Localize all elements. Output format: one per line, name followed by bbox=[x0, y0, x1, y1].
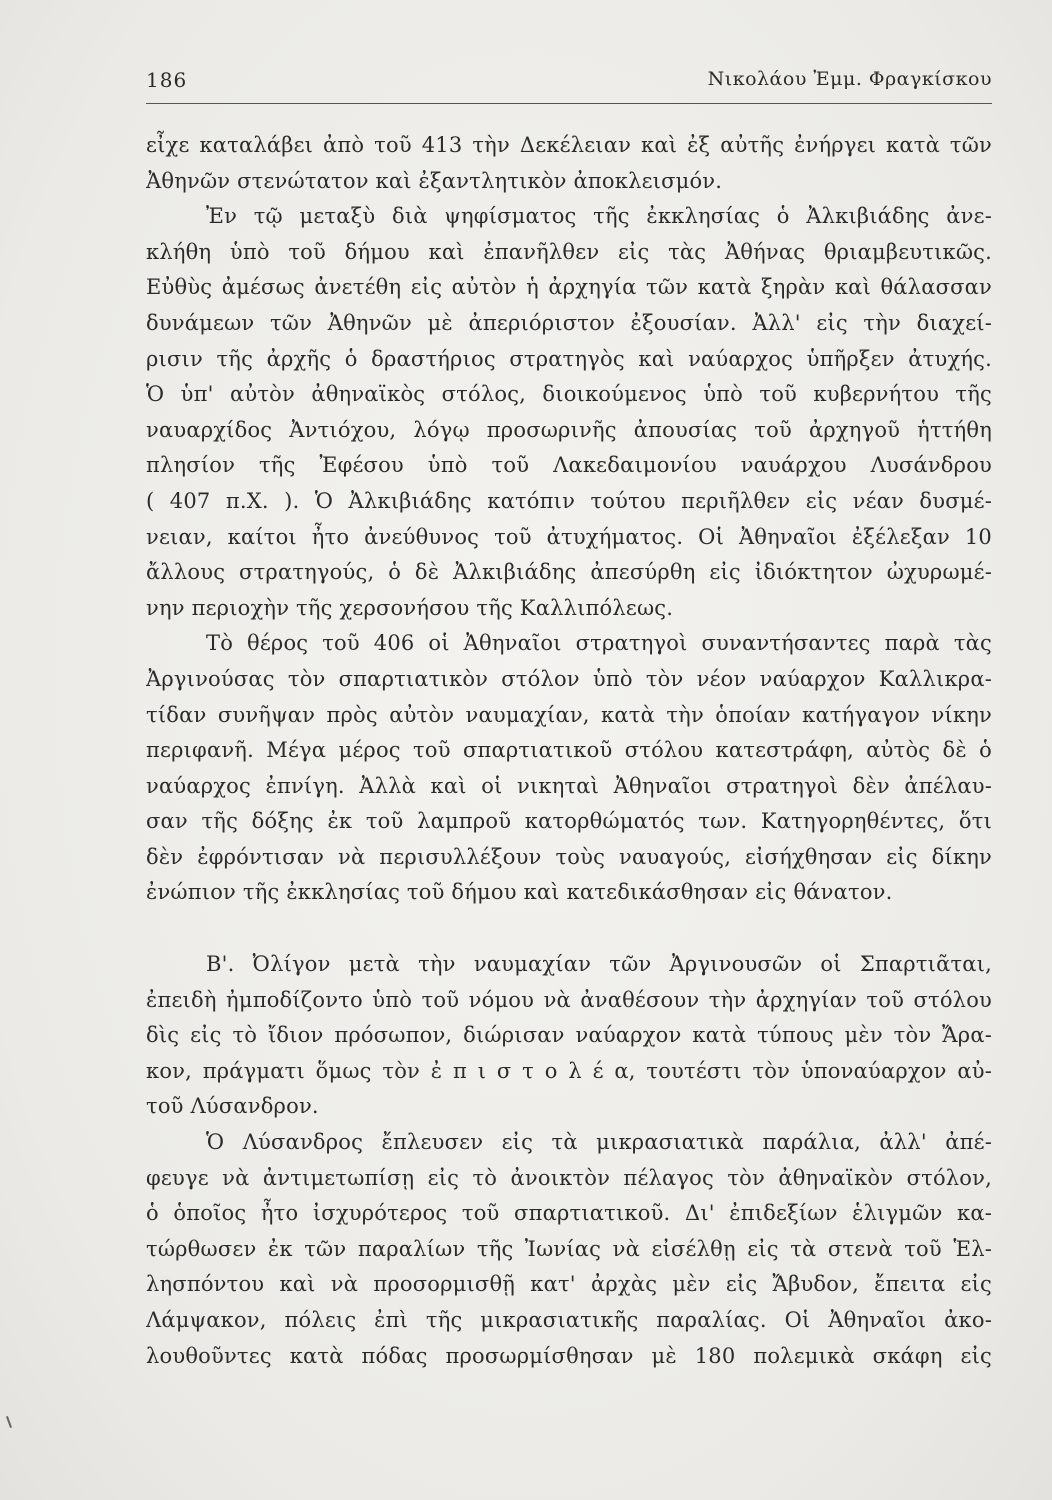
text-line: κλήθη ὑπὸ τοῦ δήμου καὶ ἐπανῆλθεν εἰς τὰς Ἀθήνας θριαμβευτικῶς. bbox=[146, 239, 992, 264]
text-line: ὁ ὁποῖος ἦτο ἰσχυρότερος τοῦ σπαρτιατικοῦ. Δι' ἐπιδεξίων ἑλιγμῶν κα- bbox=[146, 1201, 992, 1226]
text-line: ἐπειδὴ ἠμποδίζοντο ὑπὸ τοῦ νόμου νὰ ἀναθέσουν τὴν ἀρχηγίαν τοῦ στόλου bbox=[146, 987, 992, 1012]
header-rule bbox=[146, 103, 992, 104]
text-line: Εὐθὺς ἀμέσως ἀνετέθη εἰς αὐτὸν ἡ ἀρχηγία τῶν κατὰ ξηρὰν καὶ θάλασσαν bbox=[146, 275, 992, 300]
section-gap bbox=[146, 911, 992, 947]
text-line: εἶχε καταλάβει ἀπὸ τοῦ 413 τὴν Δεκέλειαν καὶ ἐξ αὐτῆς ἐνήργει κατὰ τῶν bbox=[146, 133, 992, 157]
body-text bbox=[146, 128, 992, 1374]
text-line: λουθοῦντες κατὰ πόδας προσωρμίσθησαν μὲ 180 πολεμικὰ σκάφη εἰς bbox=[146, 1343, 992, 1368]
text-line: Ὁ Λύσανδρος ἔπλευσεν εἰς τὰ μικρασιατικὰ παράλια, ἀλλ' ἀπέ- bbox=[206, 1130, 992, 1155]
margin-mark bbox=[6, 1416, 12, 1428]
text-line: σαν τῆς δόξης ἐκ τοῦ λαμπροῦ κατορθώματός των. Κατηγορηθέντες, ὅτι bbox=[146, 809, 992, 834]
text-line: ρισιν τῆς ἀρχῆς ὁ δραστήριος στρατηγὸς καὶ ναύαρχος ὑπῆρξεν ἀτυχής. bbox=[146, 346, 992, 371]
text-line: δυνάμεων τῶν Ἀθηνῶν μὲ ἀπεριόριστον ἐξουσίαν. Ἀλλ' εἰς τὴν διαχεί- bbox=[146, 310, 992, 335]
text-line: πλησίον τῆς Ἐφέσου ὑπὸ τοῦ Λακεδαιμονίου ναυάρχου Λυσάνδρου bbox=[146, 453, 992, 478]
text-line: περιφανῆ. Μέγα μέρος τοῦ σπαρτιατικοῦ στόλου κατεστράφη, αὐτὸς δὲ ὁ bbox=[146, 738, 992, 763]
text-line: ναύαρχος ἐπνίγη. Ἀλλὰ καὶ οἱ νικηταὶ Ἀθηναῖοι στρατηγοὶ δὲν ἀπέλαυ- bbox=[146, 773, 992, 798]
page-number: 186 bbox=[146, 68, 188, 92]
text-line: Ἀθηνῶν στενώτατον καὶ ἐξαντλητικὸν ἀποκλεισμόν. bbox=[146, 168, 723, 193]
text-line: Λάμψακον, πόλεις ἐπὶ τῆς μικρασιατικῆς παραλίας. Οἱ Ἀθηναῖοι ἀκο- bbox=[146, 1308, 992, 1332]
text-line: λησπόντου καὶ νὰ προσορμισθῇ κατ' ἀρχὰς μὲν εἰς Ἄβυδον, ἔπειτα εἰς bbox=[146, 1272, 992, 1297]
running-head: Νικολάου Ἐμμ. Φραγκίσκου bbox=[707, 68, 992, 90]
text-line: ἄλλους στρατηγούς, ὁ δὲ Ἀλκιβιάδης ἀπεσύρθη εἰς ἰδιόκτητον ὠχυρωμέ- bbox=[146, 560, 992, 585]
text-line: Τὸ θέρος τοῦ 406 οἱ Ἀθηναῖοι στρατηγοὶ συναντήσαντες παρὰ τὰς bbox=[206, 631, 992, 656]
text-line: Ἐν τῷ μεταξὺ διὰ ψηφίσματος τῆς ἐκκλησίας ὁ Ἀλκιβιάδης ἀνε- bbox=[206, 204, 992, 229]
page-header bbox=[146, 64, 992, 100]
text-line: τοῦ Λύσανδρον. bbox=[146, 1094, 319, 1119]
text-line: ναυαρχίδος Ἀντιόχου, λόγῳ προσωρινῆς ἀπουσίας τοῦ ἀρχηγοῦ ἡττήθη bbox=[146, 417, 992, 442]
text-line: νην περιοχὴν τῆς χερσονήσου τῆς Καλλιπόλεως. bbox=[146, 595, 674, 620]
text-line: Ὁ ὑπ' αὐτὸν ἀθηναϊκὸς στόλος, διοικούμενος ὑπὸ τοῦ κυβερνήτου τῆς bbox=[146, 382, 992, 407]
text-line: φευγε νὰ ἀντιμετωπίσῃ εἰς τὸ ἀνοικτὸν πέλαγος τὸν ἀθηναϊκὸν στόλον, bbox=[146, 1165, 992, 1190]
text-line: κον, πράγματι ὅμως τὸν ἐ π ι σ τ ο λ έ α, τουτέστι τὸν ὑποναύαρχον αὐ- bbox=[146, 1058, 992, 1083]
text-line: δὶς εἰς τὸ ἴδιον πρόσωπον, διώρισαν ναύαρχον κατὰ τύπους μὲν τὸν Ἄρα- bbox=[146, 1023, 992, 1048]
text-line: ( 407 π.Χ. ). Ὁ Ἀλκιβιάδης κατόπιν τούτου περιῆλθεν εἰς νέαν δυσμέ- bbox=[146, 488, 992, 513]
text-line: ἐνώπιον τῆς ἐκκλησίας τοῦ δήμου καὶ κατεδικάσθησαν εἰς θάνατον. bbox=[146, 880, 893, 905]
text-line: Β'. Ὀλίγον μετὰ τὴν ναυμαχίαν τῶν Ἀργινουσῶν οἱ Σπαρτιᾶται, bbox=[206, 952, 992, 977]
text-line: τώρθωσεν ἐκ τῶν παραλίων τῆς Ἰωνίας νὰ εἰσέλθῃ εἰς τὰ στενὰ τοῦ Ἑλ- bbox=[146, 1236, 992, 1261]
text-line: δὲν ἐφρόντισαν νὰ περισυλλέξουν τοὺς ναυαγούς, εἰσήχθησαν εἰς δίκην bbox=[146, 844, 992, 869]
text-line: Ἀργινούσας τὸν σπαρτιατικὸν στόλον ὑπὸ τὸν νέον ναύαρχον Καλλικρα- bbox=[146, 666, 992, 691]
text-line: τίδαν συνῆψαν πρὸς αὐτὸν ναυμαχίαν, κατὰ τὴν ὁποίαν κατήγαγον νίκην bbox=[146, 702, 992, 727]
text-line: νειαν, καίτοι ἦτο ἀνεύθυνος τοῦ ἀτυχήματος. Οἱ Ἀθηναῖοι ἐξέλεξαν 10 bbox=[146, 524, 992, 549]
